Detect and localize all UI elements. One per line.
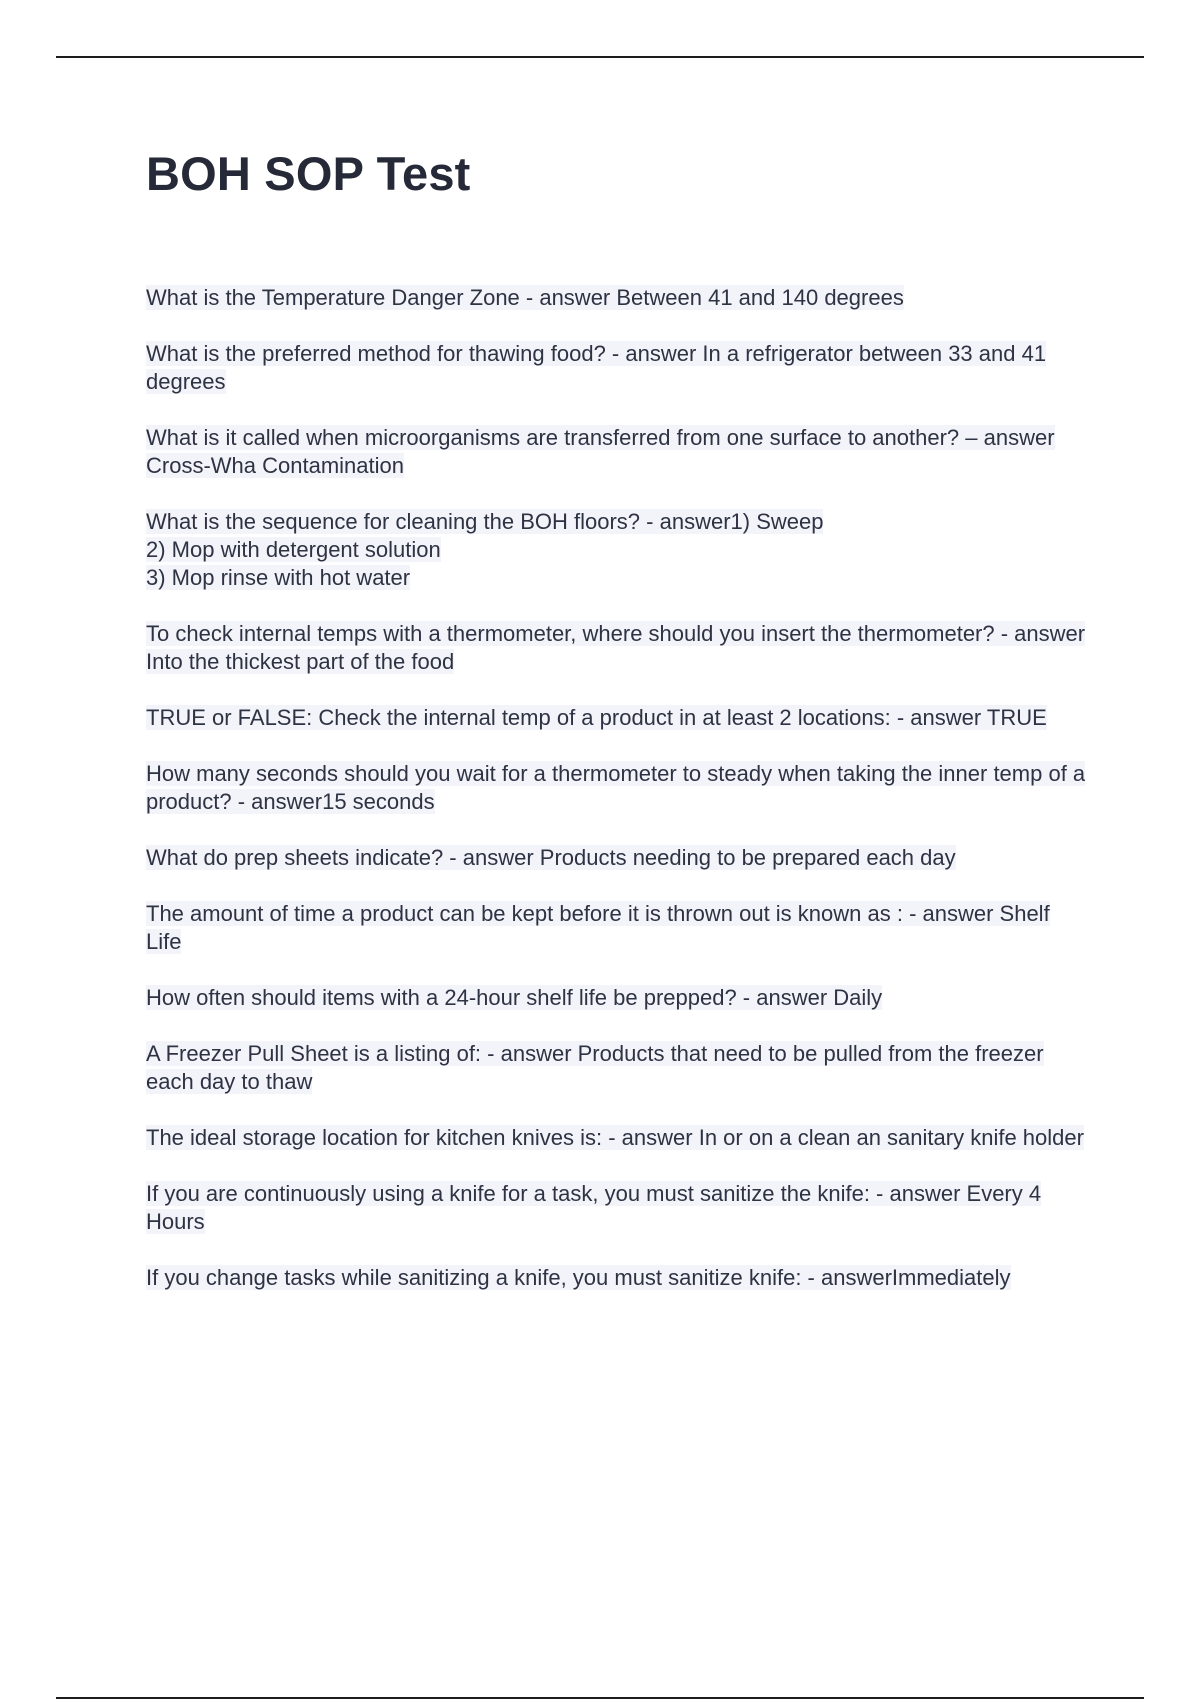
qa-text: The amount of time a product can be kept before it is thrown out is known as : - answer Shelf Life bbox=[146, 901, 1050, 954]
qa-text: How many seconds should you wait for a thermometer to steady when taking the inner temp of a product? - answer15 seconds bbox=[146, 761, 1086, 814]
qa-item bbox=[146, 620, 1086, 676]
qa-item bbox=[146, 1180, 1086, 1236]
qa-text: What is it called when microorganisms are transferred from one surface to another? – answer Cross-Wha Contamination bbox=[146, 425, 1055, 478]
qa-item bbox=[146, 760, 1086, 816]
qa-text: How often should items with a 24-hour shelf life be prepped? - answer Daily bbox=[146, 985, 883, 1010]
bottom-divider bbox=[56, 1697, 1144, 1699]
qa-text: What do prep sheets indicate? - answer Products needing to be prepared each day bbox=[146, 845, 956, 870]
qa-item bbox=[146, 284, 1086, 312]
qa-item bbox=[146, 1040, 1086, 1096]
qa-item bbox=[146, 900, 1086, 956]
qa-item bbox=[146, 1264, 1086, 1292]
qa-text: What is the Temperature Danger Zone - answer Between 41 and 140 degrees bbox=[146, 285, 904, 310]
page-title: BOH SOP Test bbox=[146, 147, 471, 200]
qa-item bbox=[146, 340, 1086, 396]
qa-item bbox=[146, 1124, 1086, 1152]
qa-item bbox=[146, 508, 1086, 592]
qa-item bbox=[146, 704, 1086, 732]
qa-text: A Freezer Pull Sheet is a listing of: - answer Products that need to be pulled from the freezer each day to thaw bbox=[146, 1041, 1044, 1094]
qa-item bbox=[146, 984, 1086, 1012]
top-divider bbox=[56, 56, 1144, 58]
qa-text: What is the preferred method for thawing food? - answer In a refrigerator between 33 and 41 degrees bbox=[146, 341, 1047, 394]
qa-text: The ideal storage location for kitchen knives is: - answer In or on a clean an sanitary knife holder bbox=[146, 1125, 1084, 1150]
qa-item bbox=[146, 844, 1086, 872]
qa-text: What is the sequence for cleaning the BOH floors? - answer1) Sweep 2) Mop with detergent solution 3) Mop rinse with hot water bbox=[146, 509, 824, 590]
qa-list bbox=[146, 284, 1086, 1320]
qa-text: If you are continuously using a knife for a task, you must sanitize the knife: - answer Every 4 Hours bbox=[146, 1181, 1042, 1234]
qa-text: TRUE or FALSE: Check the internal temp of a product in at least 2 locations: - answer TRUE bbox=[146, 705, 1047, 730]
qa-item bbox=[146, 424, 1086, 480]
qa-text: To check internal temps with a thermometer, where should you insert the thermometer? - answer Into the thickest part of the food bbox=[146, 621, 1086, 674]
qa-text: If you change tasks while sanitizing a knife, you must sanitize knife: - answerImmediately bbox=[146, 1265, 1011, 1290]
